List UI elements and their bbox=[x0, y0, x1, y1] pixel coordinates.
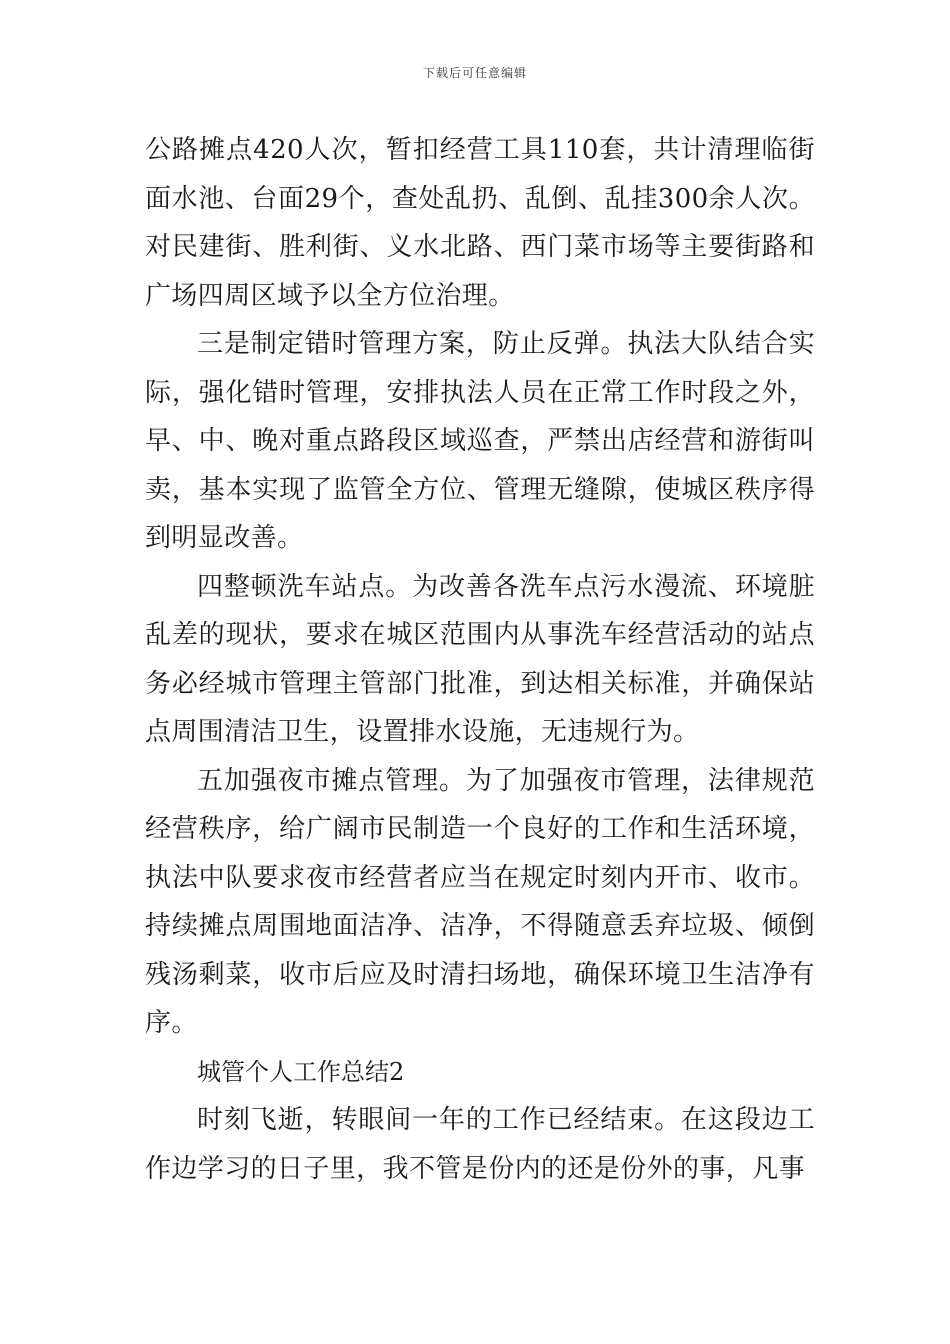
paragraph-summary-intro: 时刻飞逝，转眼间一年的工作已经结束。在这段边工作边学习的日子里，我不管是份内的还是份外的事，凡事 bbox=[145, 1105, 815, 1184]
paragraph-night-market: 五加强夜市摊点管理。为了加强夜市管理，法律规范经营秩序，给广阔市民制造一个良好的工作和生活环境，执法中队要求夜市经营者应当在规定时刻内开市、收市。持续摊点周围地面洁净、洁净，不得随意丢弃垃圾、倾倒残汤剩菜，收市后应及时清扫场地，确保环境卫生洁净有序。 bbox=[145, 765, 815, 1038]
paragraph-staggered-management: 三是制定错时管理方案，防止反弹。执法大队结合实际，强化错时管理，安排执法人员在正常工作时段之外，早、中、晚对重点路段区域巡查，严禁出店经营和游街叫卖，基本实现了监管全方位、管理无缝隙，使城区秩序得到明显改善。 bbox=[145, 329, 815, 553]
page-header: 下载后可任意编辑 bbox=[422, 66, 527, 80]
paragraph-continuation: 公路摊点420人次，暂扣经营工具110套，共计清理临街面水池、台面29个，查处乱扔、乱倒、乱挂300余人次。对民建街、胜利街、义水北路、西门菜市场等主要街路和广场四周区域予以全方位治理。 bbox=[145, 135, 815, 311]
paragraph-car-wash: 四整顿洗车站点。为改善各洗车点污水漫流、环境脏乱差的现状，要求在城区范围内从事洗车经营活动的站点务必经城市管理主管部门批准，到达相关标准，并确保站点周围清洁卫生，设置排水设施，无违规行为。 bbox=[145, 571, 815, 747]
document-body bbox=[145, 126, 815, 1193]
section-title: 城管个人工作总结2 bbox=[197, 1057, 405, 1086]
